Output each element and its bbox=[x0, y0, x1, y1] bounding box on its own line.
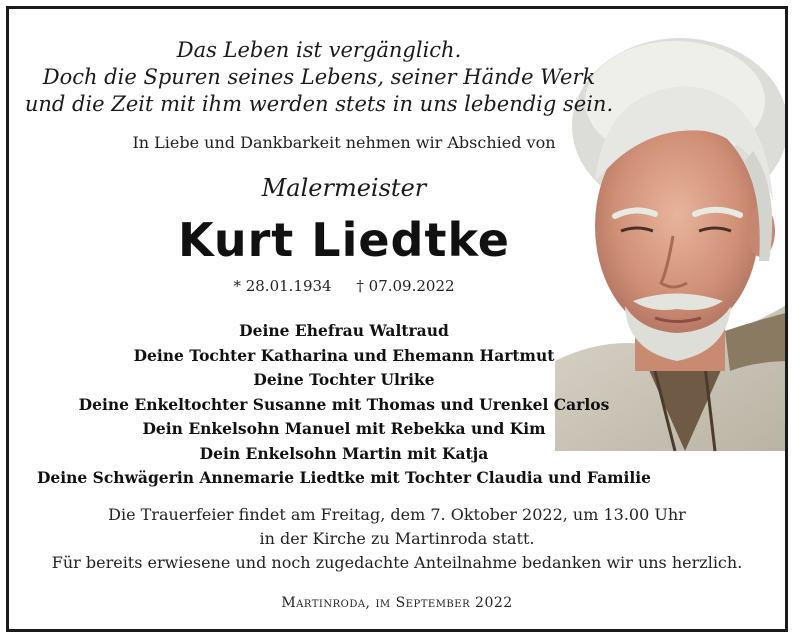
poem-line: Doch die Spuren seines Lebens, seiner Hände Werk bbox=[42, 65, 596, 89]
life-dates bbox=[9, 277, 679, 295]
family-member: Dein Enkelsohn Martin mit Katja bbox=[199, 443, 489, 463]
funeral-info bbox=[9, 503, 785, 575]
family-list bbox=[9, 319, 679, 491]
family-member: Deine Tochter Katharina und Ehemann Hartmut bbox=[133, 345, 555, 365]
death-date: † 07.09.2022 bbox=[356, 277, 455, 295]
family-member: Deine Enkeltochter Susanne mit Thomas und Urenkel Carlos bbox=[78, 394, 610, 414]
obituary-frame bbox=[6, 6, 788, 632]
poem-line: Das Leben ist vergänglich. bbox=[176, 38, 462, 62]
poem-line: und die Zeit mit ihm werden stets in uns lebendig sein. bbox=[24, 92, 614, 116]
deceased-name: Kurt Liedtke bbox=[177, 213, 511, 267]
birth-date: * 28.01.1934 bbox=[233, 277, 332, 295]
funeral-line: Die Trauerfeier findet am Freitag, dem 7. Oktober 2022, um 13.00 Uhr bbox=[108, 505, 686, 524]
funeral-line: Für bereits erwiesene und noch zugedachte Anteilnahme bedanken wir uns herzlich. bbox=[51, 553, 743, 572]
funeral-line: in der Kirche zu Martinroda statt. bbox=[259, 529, 535, 548]
family-member: Dein Enkelsohn Manuel mit Rebekka und Kim bbox=[142, 419, 546, 438]
intro-text: In Liebe und Dankbarkeit nehmen wir Abschied von bbox=[132, 133, 556, 152]
poem bbox=[9, 37, 629, 118]
family-member: Deine Ehefrau Waltraud bbox=[239, 321, 449, 340]
occupation-title: Malermeister bbox=[261, 174, 427, 202]
place-date: Martinroda, im September 2022 bbox=[281, 595, 513, 611]
family-member: Deine Schwägerin Annemarie Liedtke mit Tochter Claudia und Familie bbox=[36, 468, 652, 487]
family-member: Deine Tochter Ulrike bbox=[253, 370, 435, 389]
